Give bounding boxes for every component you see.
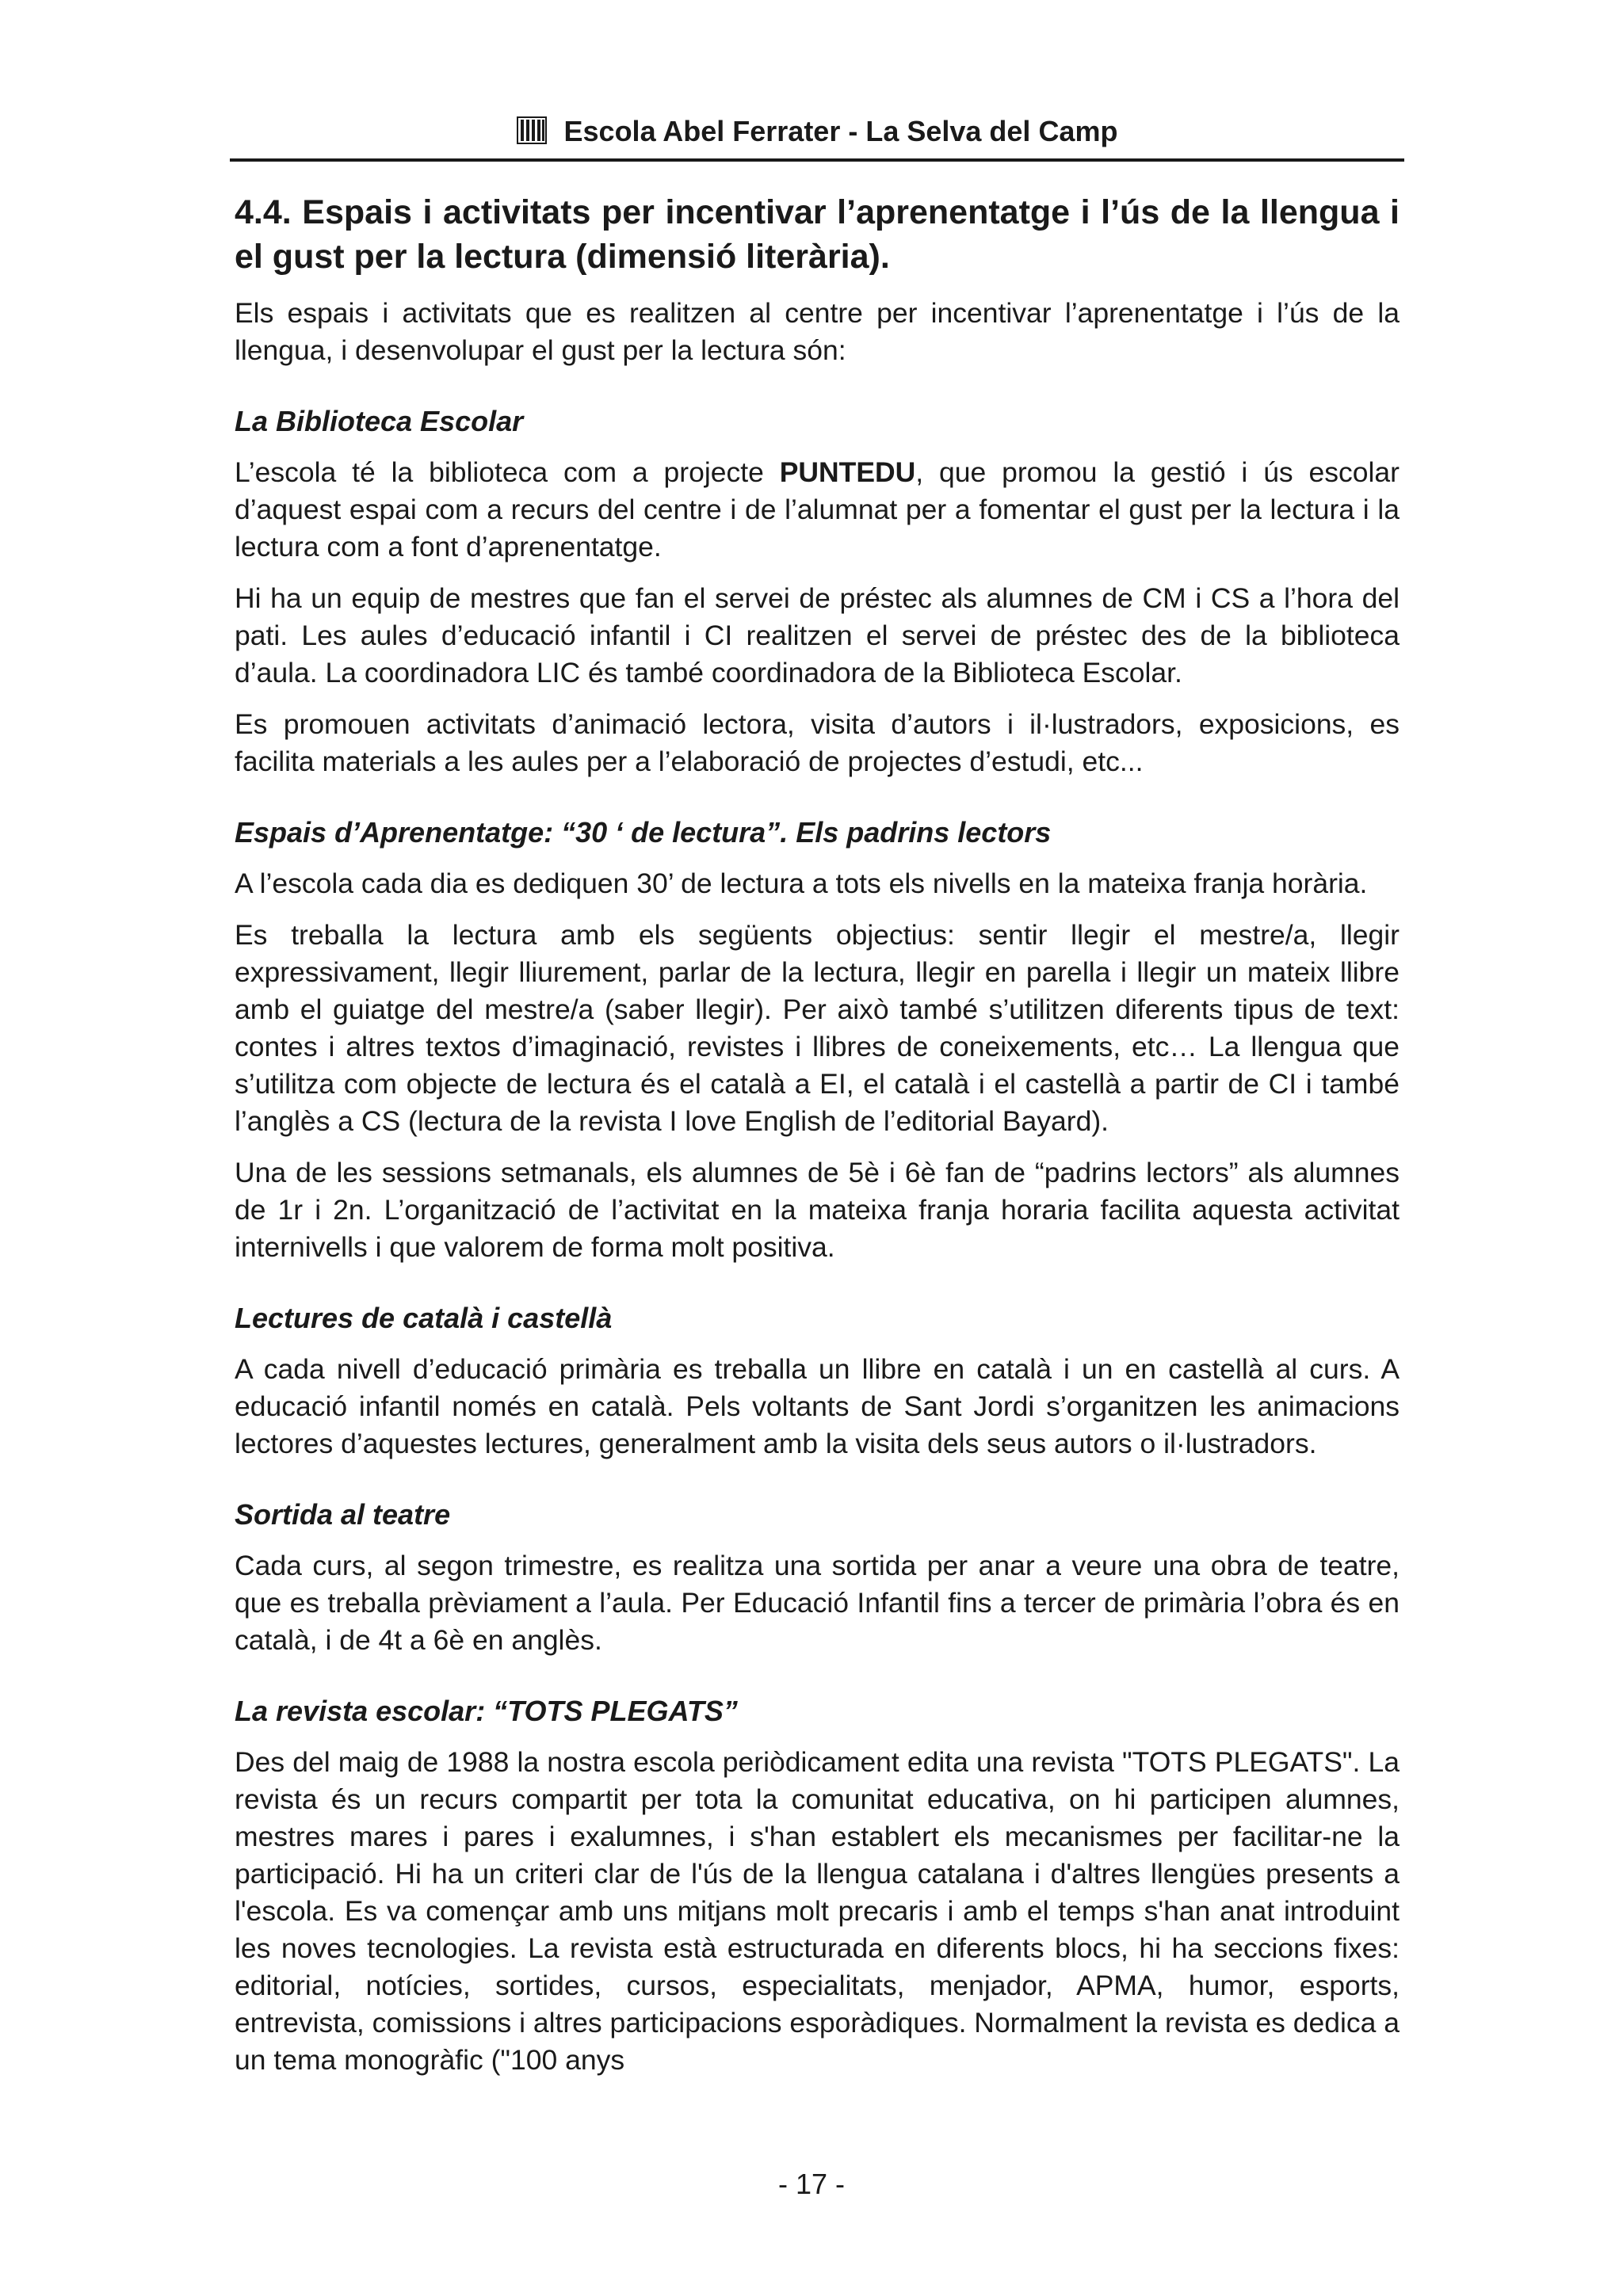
espais-paragraph-1: A l’escola cada dia es dediquen 30’ de lectura a tots els nivells en la mateixa franja horària.	[235, 868, 1368, 899]
section-title: 4.4. Espais i activitats per incentivar l’aprenentatge i l’ús de la llengua i el gust per la lectura (dimensió literària).	[235, 193, 1400, 276]
header-line	[230, 114, 1404, 149]
section-intro: Els espais i activitats que es realitzen al centre per incentivar l’aprenentatge i l’ús de la llengua, i desenvolupar el gust per la lectura són:	[235, 297, 1400, 366]
page-header	[230, 109, 1404, 162]
heading-teatre: Sortida al teatre	[235, 1498, 451, 1531]
document-body	[235, 190, 1400, 2093]
generalitat-logo-icon	[517, 115, 547, 145]
header-title: Escola Abel Ferrater - La Selva del Camp	[563, 115, 1118, 147]
lectures-paragraph-1: A cada nivell d’educació primària es treballa un llibre en català i un en castellà al curs. A educació infantil només en català. Pels voltants de Sant Jordi s’organitzen les animacions lectores d’aquestes lectures, generalment amb la visita dels seus autors o il·lustradors.	[235, 1353, 1400, 1459]
biblioteca-paragraph-3: Es promouen activitats d’animació lectora, visita d’autors i il·lustradors, exposicions, es facilita materials a les aules per a l’elaboració de projectes d’estudi, etc...	[235, 708, 1400, 777]
heading-espais: Espais d’Aprenentatge: “30 ‘ de lectura”. Els padrins lectors	[235, 816, 1052, 849]
teatre-paragraph-1: Cada curs, al segon trimestre, es realitza una sortida per anar a veure una obra de teatre, que es treballa prèviament a l’aula. Per Educació Infantil fins a tercer de primària l’obra és en català, i de 4t a 6è en anglès.	[235, 1550, 1400, 1656]
heading-lectures: Lectures de català i castellà	[235, 1302, 613, 1334]
biblioteca-paragraph-2: Hi ha un equip de mestres que fan el servei de préstec als alumnes de CM i CS a l’hora del pati. Les aules d’educació infantil i CI realitzen el servei de préstec des de la biblioteca d’aula. La coordinadora LIC és també coordinadora de la Biblioteca Escolar.	[235, 582, 1400, 688]
espais-paragraph-3: Una de les sessions setmanals, els alumnes de 5è i 6è fan de “padrins lectors” als alumnes de 1r i 2n. L’organització de l’activitat en la mateixa franja horaria facilita aquesta activitat internivells i que valorem de forma molt positiva.	[235, 1157, 1400, 1263]
heading-revista: La revista escolar: “TOTS PLEGATS”	[235, 1695, 738, 1727]
page-number: - 17 -	[777, 2168, 846, 2200]
heading-biblioteca: La Biblioteca Escolar	[235, 405, 524, 437]
biblioteca-paragraph-1: L’escola té la biblioteca com a projecte PUNTEDU, que promou la gestió i ús escolar d’aquest espai com a recurs del centre i de l’alumnat per a fomentar el gust per la lectura i la lectura com a font d’aprenentatge.	[235, 456, 1400, 563]
puntedu-project-name: PUNTEDU	[779, 456, 916, 488]
revista-paragraph-1: Des del maig de 1988 la nostra escola periòdicament edita una revista "TOTS PLEGATS". La revista és un recurs compartit per tota la comunitat educativa, on hi participen alumnes, mestres mares i pares i exalumnes, i s'han establert els mecanismes per facilitar-ne la participació. Hi ha un criteri clar de l'ús de la llengua catalana i d'altres llengües presents a l'escola. Es va començar amb uns mitjans molt precaris i amb el temps s'han anat introduint les noves tecnologies. La revista està estructurada en diferents blocs, hi ha seccions fixes: editorial, notícies, sortides, cursos, especialitats, menjador, APMA, humor, esports, entrevista, comissions i altres participacions esporàdiques. Normalment la revista es dedica a un tema monogràfic ("100 anys	[235, 1746, 1400, 2076]
espais-paragraph-2: Es treballa la lectura amb els següents objectius: sentir llegir el mestre/a, llegir expressivament, llegir lliurement, parlar de la lectura, llegir en parella i llegir un mateix llibre amb el guiatge del mestre/a (saber llegir). Per això també s’utilitzen diferents tipus de text: contes i altres textos d’imaginació, revistes i llibres de coneixements, etc… La llengua que s’utilitza com objecte de lectura és el català a EI, el català i el castellà a partir de CI i també l’anglès a CS (lectura de la revista I love English de l’editorial Bayard).	[235, 919, 1400, 1137]
